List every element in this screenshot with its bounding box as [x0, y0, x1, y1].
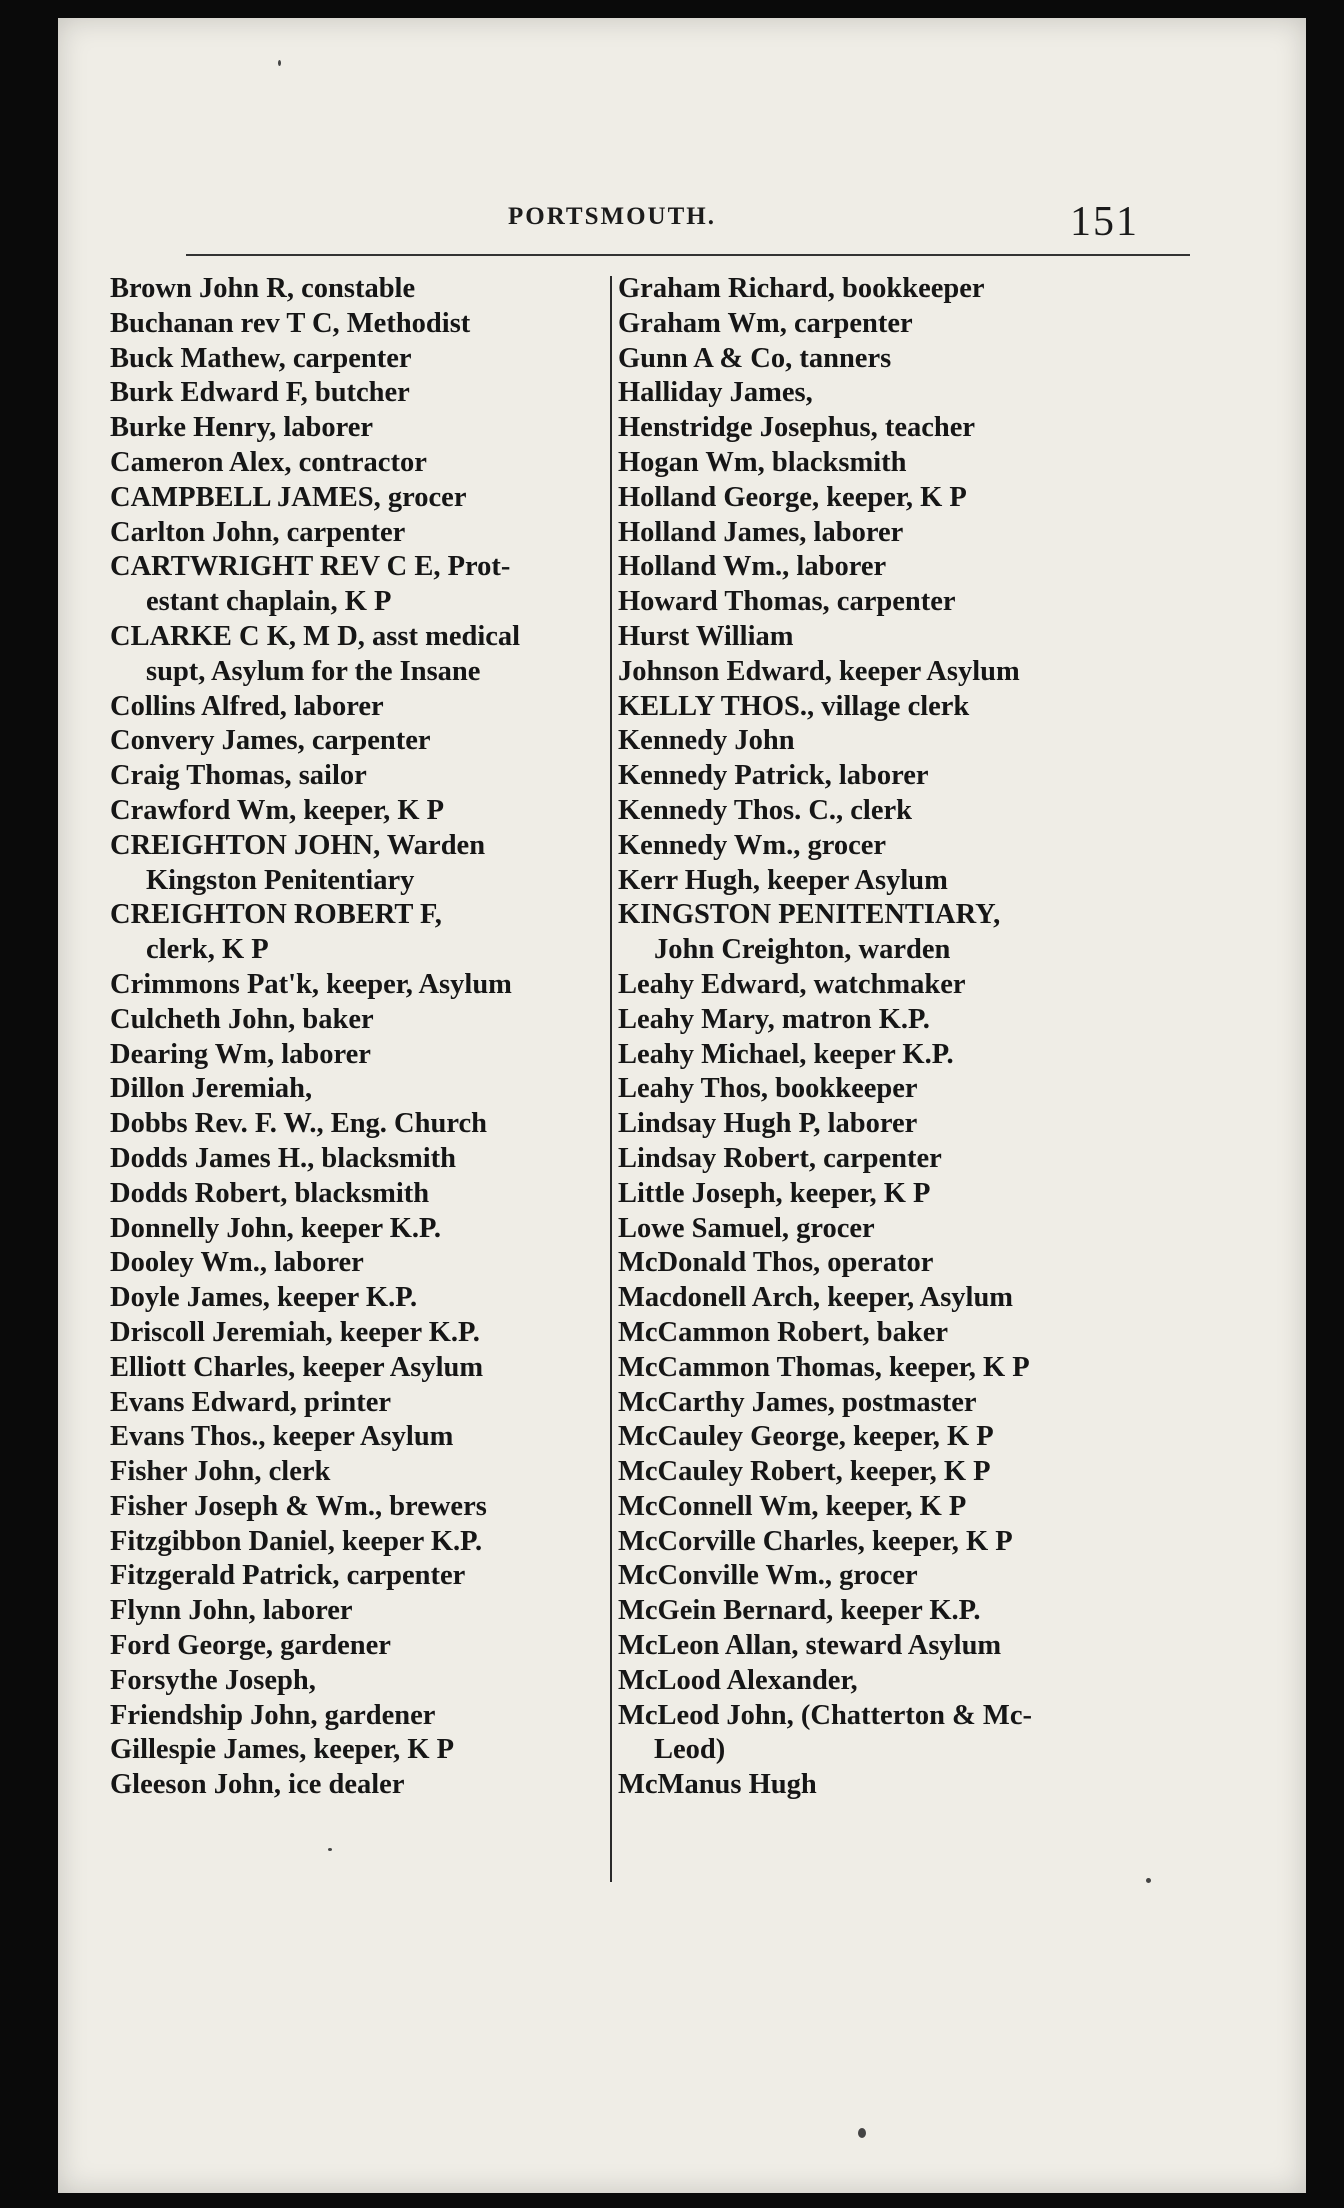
directory-entry-continuation: clerk, K P [146, 934, 269, 966]
directory-entry: Howard Thomas, carpenter [618, 586, 956, 618]
directory-entry: Burke Henry, laborer [110, 412, 374, 444]
directory-entry: Dooley Wm., laborer [110, 1247, 364, 1279]
directory-entry: Convery James, carpenter [110, 725, 431, 757]
directory-entry: Cameron Alex, contractor [110, 446, 427, 478]
directory-entry: Leahy Edward, watchmaker [618, 968, 966, 1000]
directory-entry: Holland James, laborer [618, 516, 904, 548]
directory-entry: CREIGHTON ROBERT F, [110, 899, 442, 931]
directory-entry: McManus Hugh [618, 1769, 817, 1801]
directory-entry: Dodds James H., blacksmith [110, 1142, 457, 1174]
directory-entry: CAMPBELL JAMES, grocer [110, 481, 467, 513]
directory-entry: Fitzgibbon Daniel, keeper K.P. [110, 1525, 483, 1557]
directory-entry: Fitzgerald Patrick, carpenter [110, 1560, 466, 1592]
directory-entry-continuation: supt, Asylum for the Insane [146, 655, 481, 687]
directory-entry: Leahy Mary, matron K.P. [618, 1003, 930, 1035]
directory-entry: Graham Wm, carpenter [618, 307, 913, 339]
directory-entry: Gleeson John, ice dealer [110, 1769, 405, 1801]
directory-entry: Gunn A & Co, tanners [618, 342, 892, 374]
directory-entry: Buchanan rev T C, Methodist [110, 307, 471, 339]
directory-entry: Carlton John, carpenter [110, 516, 406, 548]
directory-entry: McLeon Allan, steward Asylum [618, 1630, 1002, 1662]
directory-entry: Kennedy John [618, 725, 795, 757]
directory-entry: Gillespie James, keeper, K P [110, 1734, 455, 1766]
directory-entry: Dobbs Rev. F. W., Eng. Church [110, 1108, 487, 1140]
directory-entry: Little Joseph, keeper, K P [618, 1177, 931, 1209]
directory-entry: Hurst William [618, 620, 794, 652]
directory-entry: CLARKE C K, M D, asst medical [110, 620, 521, 652]
directory-entry: Fisher Joseph & Wm., brewers [110, 1490, 487, 1522]
directory-entry: Leahy Michael, keeper K.P. [618, 1038, 954, 1070]
directory-entry: Forsythe Joseph, [110, 1664, 316, 1696]
directory-entry: Buck Mathew, carpenter [110, 342, 412, 374]
directory-entry-continuation: estant chaplain, K P [146, 586, 392, 618]
directory-entry: KELLY THOS., village clerk [618, 690, 970, 722]
directory-entry: Collins Alfred, laborer [110, 690, 384, 722]
directory-entry: Ford George, gardener [110, 1630, 391, 1662]
directory-entry: Burk Edward F, butcher [110, 377, 410, 409]
directory-entry: Fisher John, clerk [110, 1456, 331, 1488]
directory-entry: Leahy Thos, bookkeeper [618, 1073, 918, 1105]
directory-entry-continuation: Kingston Penitentiary [146, 864, 415, 896]
directory-entry: Friendship John, gardener [110, 1699, 436, 1731]
directory-entry: Henstridge Josephus, teacher [618, 412, 976, 444]
directory-entry: McConville Wm., grocer [618, 1560, 918, 1592]
directory-entry: Macdonell Arch, keeper, Asylum [618, 1282, 1014, 1314]
directory-entry: CREIGHTON JOHN, Warden [110, 829, 486, 861]
directory-entry: Elliott Charles, keeper Asylum [110, 1351, 484, 1383]
right-column [618, 272, 1178, 1803]
directory-entry: CARTWRIGHT REV C E, Prot- [110, 551, 511, 583]
directory-entry: McCorville Charles, keeper, K P [618, 1525, 1013, 1557]
directory-entry: Halliday James, [618, 377, 813, 409]
directory-entry: McCauley Robert, keeper, K P [618, 1456, 991, 1488]
directory-entry: McDonald Thos, operator [618, 1247, 934, 1279]
directory-entry: Hogan Wm, blacksmith [618, 446, 907, 478]
directory-entry: Doyle James, keeper K.P. [110, 1282, 418, 1314]
directory-entry: McConnell Wm, keeper, K P [618, 1490, 967, 1522]
directory-entry: Crawford Wm, keeper, K P [110, 794, 445, 826]
running-head: PORTSMOUTH. [508, 203, 716, 230]
directory-entry: McLood Alexander, [618, 1664, 858, 1696]
directory-entry: McCammon Robert, baker [618, 1316, 949, 1348]
left-column [110, 272, 666, 1803]
directory-entry: Kennedy Thos. C., clerk [618, 794, 913, 826]
directory-entry: Craig Thomas, sailor [110, 760, 367, 792]
directory-entry: Graham Richard, bookkeeper [618, 273, 985, 304]
directory-entry: McCauley George, keeper, K P [618, 1421, 994, 1453]
column-divider [610, 276, 612, 1882]
directory-entry: McCarthy James, postmaster [618, 1386, 977, 1418]
directory-entry: Kennedy Wm., grocer [618, 829, 887, 861]
directory-entry: Lindsay Robert, carpenter [618, 1142, 942, 1174]
directory-entry: Lindsay Hugh P, laborer [618, 1108, 918, 1140]
directory-entry: McGein Bernard, keeper K.P. [618, 1595, 981, 1627]
directory-entry: Donnelly John, keeper K.P. [110, 1212, 441, 1244]
directory-entry: McLeod John, (Chatterton & Mc- [618, 1699, 1032, 1731]
directory-entry: Dodds Robert, blacksmith [110, 1177, 430, 1209]
header-rule [186, 254, 1190, 256]
directory-entry: Crimmons Pat'k, keeper, Asylum [110, 968, 512, 1000]
directory-entry: Flynn John, laborer [110, 1595, 353, 1627]
directory-entry: Dearing Wm, laborer [110, 1038, 371, 1070]
directory-entry: Evans Edward, printer [110, 1386, 392, 1418]
directory-page [58, 18, 1306, 2193]
directory-entry: Culcheth John, baker [110, 1003, 374, 1035]
directory-entry: Holland Wm., laborer [618, 551, 887, 583]
page-number: 151 [1070, 199, 1139, 245]
directory-entry: Dillon Jeremiah, [110, 1073, 313, 1105]
directory-entry: Kerr Hugh, keeper Asylum [618, 864, 948, 896]
directory-entry-continuation: John Creighton, warden [654, 934, 951, 966]
directory-entry: Evans Thos., keeper Asylum [110, 1421, 454, 1453]
directory-entry: KINGSTON PENITENTIARY, [618, 899, 1001, 931]
directory-entry-continuation: Leod) [654, 1734, 726, 1766]
directory-entry: Holland George, keeper, K P [618, 481, 967, 513]
directory-entry: Kennedy Patrick, laborer [618, 760, 929, 792]
directory-entry: Brown John R, constable [110, 273, 416, 304]
directory-entry: Lowe Samuel, grocer [618, 1212, 875, 1244]
directory-entry: McCammon Thomas, keeper, K P [618, 1351, 1030, 1383]
directory-entry: Driscoll Jeremiah, keeper K.P. [110, 1316, 480, 1348]
directory-entry: Johnson Edward, keeper Asylum [618, 655, 1020, 687]
